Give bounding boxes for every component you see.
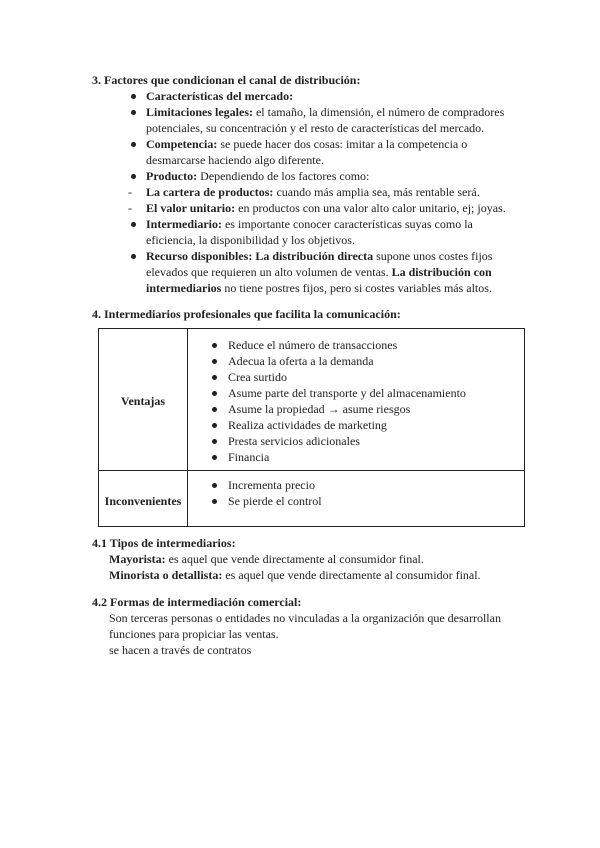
paragraph-line: funciones para propiciar las ventas. — [109, 627, 279, 641]
table-list-item: Se pierde el control — [228, 494, 322, 508]
bullet-icon — [212, 343, 217, 348]
list-item-continuation: elevados que requieren un alto volumen de ventas. La distribución con — [146, 265, 492, 279]
ventajas-label: Ventajas — [120, 394, 166, 408]
table-list-item: Reduce el número de transacciones — [228, 338, 398, 352]
bullet-icon — [131, 142, 136, 147]
section-4-title: 4. Intermediarios profesionales que facilita la comunicación: — [92, 307, 401, 321]
dash-marker: - — [128, 185, 132, 199]
inconvenientes-label: Inconvenientes — [104, 494, 182, 508]
table-list-item: Incrementa precio — [228, 478, 315, 492]
dash-marker: - — [128, 201, 132, 215]
list-item-continuation: potenciales, su concentración y el resto de características del mercado. — [146, 121, 485, 135]
paragraph-line: Son terceras personas o entidades no vinculadas a la organización que desarrollan — [109, 611, 501, 625]
list-item-continuation: eficiencia, la disponibilidad y los objetivos. — [146, 233, 355, 247]
table-list-item: Crea surtido — [228, 370, 287, 384]
bullet-icon — [212, 439, 217, 444]
bullet-icon — [131, 174, 136, 179]
bullet-icon — [212, 391, 217, 396]
bullet-icon — [212, 359, 217, 364]
bullet-icon — [212, 455, 217, 460]
minorista-line: Minorista o detallista: es aquel que vende directamente al consumidor final. — [109, 568, 481, 582]
section-4-2-title: 4.2 Formas de intermediación comercial: — [92, 595, 302, 609]
list-item: La cartera de productos: cuando más amplia sea, más rentable será. — [146, 185, 480, 199]
bullet-icon — [131, 254, 136, 259]
list-item: Intermediario: es importante conocer características suyas como la — [146, 217, 473, 231]
bullet-icon — [212, 407, 217, 412]
paragraph-line: se hacen a través de contratos — [109, 643, 252, 657]
list-item: Características del mercado: — [146, 89, 294, 103]
table-list-item: Financia — [228, 450, 270, 464]
bullet-icon — [212, 499, 217, 504]
bullet-icon — [131, 94, 136, 99]
table-divider — [187, 329, 188, 526]
list-item: Producto: Dependiendo de los factores como: — [146, 169, 370, 183]
table-list-item: Asume la propiedad → asume riesgos — [228, 402, 411, 416]
section-4-1-title: 4.1 Tipos de intermediarios: — [92, 536, 236, 550]
table-divider — [99, 470, 524, 471]
table-list-item: Presta servicios adicionales — [228, 434, 360, 448]
list-item: Recurso disponibles: La distribución directa supone unos costes fijos — [146, 249, 493, 263]
list-item-continuation: desmarcarse haciendo algo diferente. — [146, 153, 324, 167]
bullet-icon — [212, 483, 217, 488]
bullet-icon — [131, 222, 136, 227]
list-item: Competencia: se puede hacer dos cosas: imitar a la competencia o — [146, 137, 468, 151]
bullet-icon — [131, 110, 136, 115]
list-item-continuation: intermediarios no tiene postres fijos, pero si costes variables más altos. — [146, 281, 492, 295]
table-list-item: Asume parte del transporte y del almacenamiento — [228, 386, 466, 400]
mayorista-line: Mayorista: es aquel que vende directamente al consumidor final. — [109, 552, 424, 566]
section-3-title: 3. Factores que condicionan el canal de distribución: — [92, 73, 361, 87]
bullet-icon — [212, 423, 217, 428]
bullet-icon — [212, 375, 217, 380]
intermediaries-table — [98, 328, 525, 527]
list-item: Limitaciones legales: el tamaño, la dimensión, el número de compradores — [146, 105, 505, 119]
table-list-item: Adecua la oferta a la demanda — [228, 354, 374, 368]
list-item: El valor unitario: en productos con una valor alto calor unitario, ej; joyas. — [146, 201, 506, 215]
table-list-item: Realiza actividades de marketing — [228, 418, 387, 432]
